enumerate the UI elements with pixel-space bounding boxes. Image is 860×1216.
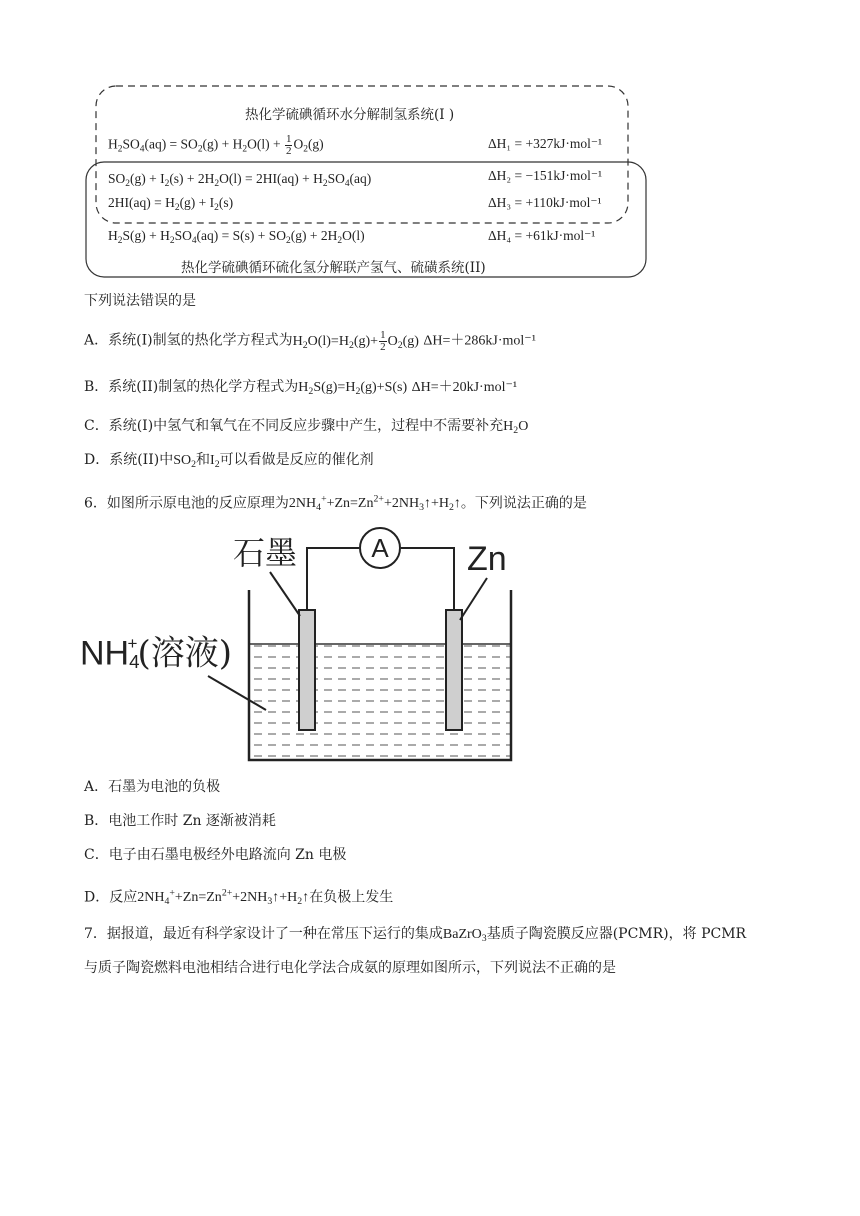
q7-line1: 7．据报道，最近有科学家设计了一种在常压下运行的集成BaZrO$_3$基质子陶瓷膜反应器(PCMR)，将 PCMR <box>84 926 747 944</box>
q5-stem: 下列说法错误的是 <box>84 293 196 309</box>
system1-title: 热化学硫碘循环水分解制氢系统(I ) <box>245 107 455 123</box>
zn-label: Zn <box>467 540 507 578</box>
zn-pointer <box>460 578 487 620</box>
external-wire-left <box>307 548 359 610</box>
electrolyte-solution <box>249 644 511 760</box>
solution-label: $NH_4^+$(溶液) <box>80 633 232 674</box>
reaction-3: $2HI(aq) = H_2(g) + I_2(s)$ <box>108 195 234 213</box>
reaction-4: $H_2S(g) + H_2SO_4(aq) = S(s) + SO_2(g) + 2H_2O(l)$ <box>108 228 365 246</box>
q5-option-b: B．系统(II)制氢的热化学方程式为$H_2S(g)=H_2(g)+S(s)$ ΔH=＋20kJ·mol⁻¹ <box>84 379 518 397</box>
q5-option-c: C．系统(I)中氢气和氧气在不同反应步骤中产生，过程中不需要补充$H_2O$ <box>84 418 529 436</box>
reaction-1: $H_2SO_4(aq) = SO_2(g) + H_2O(l)$ + $\frac{1}{2}$ $O_2(g)$ <box>108 133 324 157</box>
q6-stem: 6．如图所示原电池的反应原理为$2NH_4^++Zn=Zn^{2+}+2NH_3↑+H_2↑$。下列说法正确的是 <box>84 494 587 514</box>
q6-option-b: B．电池工作时 Zn 逐渐被消耗 <box>84 813 276 829</box>
system2-title: 热化学硫碘循环硫化氢分解联产氢气、硫磺系统(II) <box>181 260 486 276</box>
dh4-value: ΔH₄ = +61kJ·mol⁻¹ <box>488 228 596 243</box>
graphite-electrode <box>299 610 315 730</box>
ammeter-label: A <box>371 533 389 563</box>
q6-option-d: D．反应$2NH_4^++Zn=Zn^{2+}+2NH_3↑+H_2↑$在负极上发生 <box>84 888 394 908</box>
q5-option-d: D．系统(II)中$SO_2$和$I_2$可以看做是反应的催化剂 <box>84 452 374 470</box>
external-wire-right <box>401 548 454 610</box>
graphite-pointer <box>270 572 300 616</box>
dh3-value: ΔH₃ = +110kJ·mol⁻¹ <box>488 195 602 210</box>
q6-option-c: C．电子由石墨电极经外电路流向 Zn 电极 <box>84 847 347 863</box>
q5-option-a: A．系统(I)制氢的热化学方程式为$H_2O(l)=H_2(g)+$ $\frac{1}{2}$ $O_2(g)$ ΔH=＋286kJ·mol⁻¹ <box>84 329 536 353</box>
reaction-2: $SO_2(g) + I_2(s) + 2H_2O(l) = 2HI(aq) + H_2SO_4(aq)$ <box>108 171 372 189</box>
graphite-label: 石墨 <box>233 534 298 572</box>
zinc-electrode <box>446 610 462 730</box>
q6-option-a: A．石墨为电池的负极 <box>84 779 221 795</box>
dh1-value: ΔH₁ = +327kJ·mol⁻¹ <box>488 136 603 151</box>
q7-line2: 与质子陶瓷燃料电池相结合进行电化学法合成氨的原理如图所示，下列说法不正确的是 <box>84 960 616 976</box>
dh2-value: ΔH₂ = −151kJ·mol⁻¹ <box>488 168 603 183</box>
